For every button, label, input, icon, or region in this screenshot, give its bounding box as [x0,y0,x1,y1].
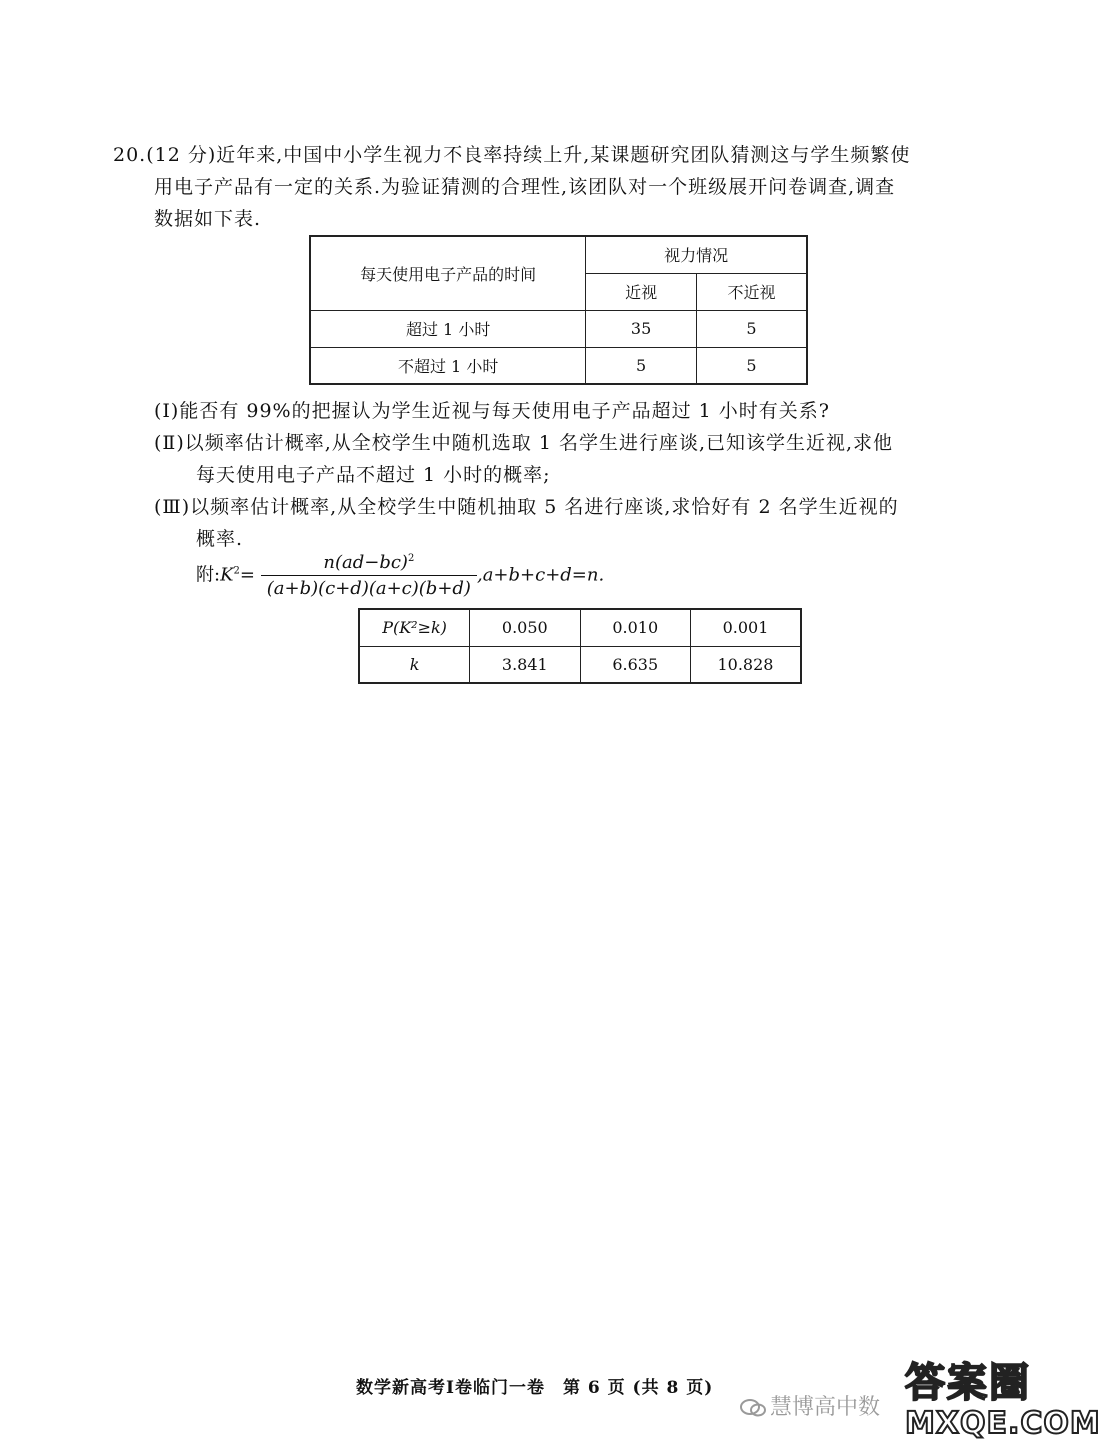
watermark-logo [905,1358,1101,1450]
table-row [310,310,807,347]
watermark-account [740,1390,880,1421]
cell-not-myopic: 5 [696,310,807,347]
watermark-logo-text: 答案圈 [905,1360,1031,1406]
row-header-cell: 每天使用电子产品的时间 [310,236,586,310]
probability-value: 0.050 [470,609,580,646]
question-line-3: 数据如下表. [154,208,262,230]
cell-myopic: 35 [586,310,697,347]
critical-value-table [358,608,802,684]
question-points: (12 分) [146,144,217,166]
subquestion-3 [154,492,899,519]
wechat-icon [740,1398,766,1418]
survey-table [309,235,808,385]
formula-numerator-exp: 2 [407,553,415,564]
k-value: 6.635 [580,646,690,683]
watermark-account-name: 慧博高中数 [770,1395,881,1420]
subquestion-2-cont: 每天使用电子产品不超过 1 小时的概率; [196,464,551,486]
chi-square-formula [196,552,604,599]
formula-suffix: ,a+b+c+d=n. [476,564,605,586]
page-footer: 数学新高考Ⅰ卷临门一卷 第 6 页 (共 8 页) [356,1378,714,1398]
formula-lhs-exp: 2 [233,565,240,577]
col-header-not-myopic: 不近视 [696,273,807,310]
subquestion-marker: (Ⅰ) [154,400,180,422]
formula-denominator: (a+b)(c+d)(a+c)(b+d) [266,578,471,599]
col-header-myopic: 近视 [586,273,697,310]
question-line-1 [113,140,910,167]
probability-header: P(K²≥k) [359,609,470,646]
subquestion-text: 能否有 99%的把握认为学生近视与每天使用电子产品超过 1 小时有关系? [179,400,830,422]
group-header-cell: 视力情况 [586,236,807,273]
subquestion-1 [154,396,830,423]
subquestion-2 [154,428,893,455]
subquestion-text: 以频率估计概率,从全校学生中随机选取 1 名学生进行座谈,已知该学生近视,求他 [184,432,894,454]
watermark-site: MXQE.COM [905,1406,1101,1441]
subquestion-text: 以频率估计概率,从全校学生中随机抽取 5 名进行座谈,求恰好有 2 名学生近视的 [190,496,899,518]
question-number: 20. [113,144,147,166]
k-label: k [359,646,470,683]
row-label: 超过 1 小时 [310,310,586,347]
subquestion-marker: (Ⅱ) [154,432,185,454]
formula-fraction [261,552,477,599]
subquestion-3-cont: 概率. [196,528,244,550]
probability-value: 0.001 [690,609,801,646]
probability-value: 0.010 [580,609,690,646]
question-text-1: 近年来,中国中小学生视力不良率持续上升,某课题研究团队猜测这与学生频繁使 [216,144,911,166]
row-label: 不超过 1 小时 [310,347,586,384]
table-row [310,347,807,384]
formula-lhs: K [220,564,234,586]
cell-myopic: 5 [586,347,697,384]
question-line-2: 用电子产品有一定的关系.为验证猜测的合理性,该团队对一个班级展开问卷调查,调查 [154,176,896,198]
subquestion-marker: (Ⅲ) [154,496,191,518]
cell-not-myopic: 5 [696,347,807,384]
formula-equals: = [239,564,255,586]
k-value: 10.828 [690,646,801,683]
formula-prefix: 附: [196,564,221,586]
formula-numerator: n(ad−bc) [323,552,408,573]
k-value: 3.841 [470,646,580,683]
